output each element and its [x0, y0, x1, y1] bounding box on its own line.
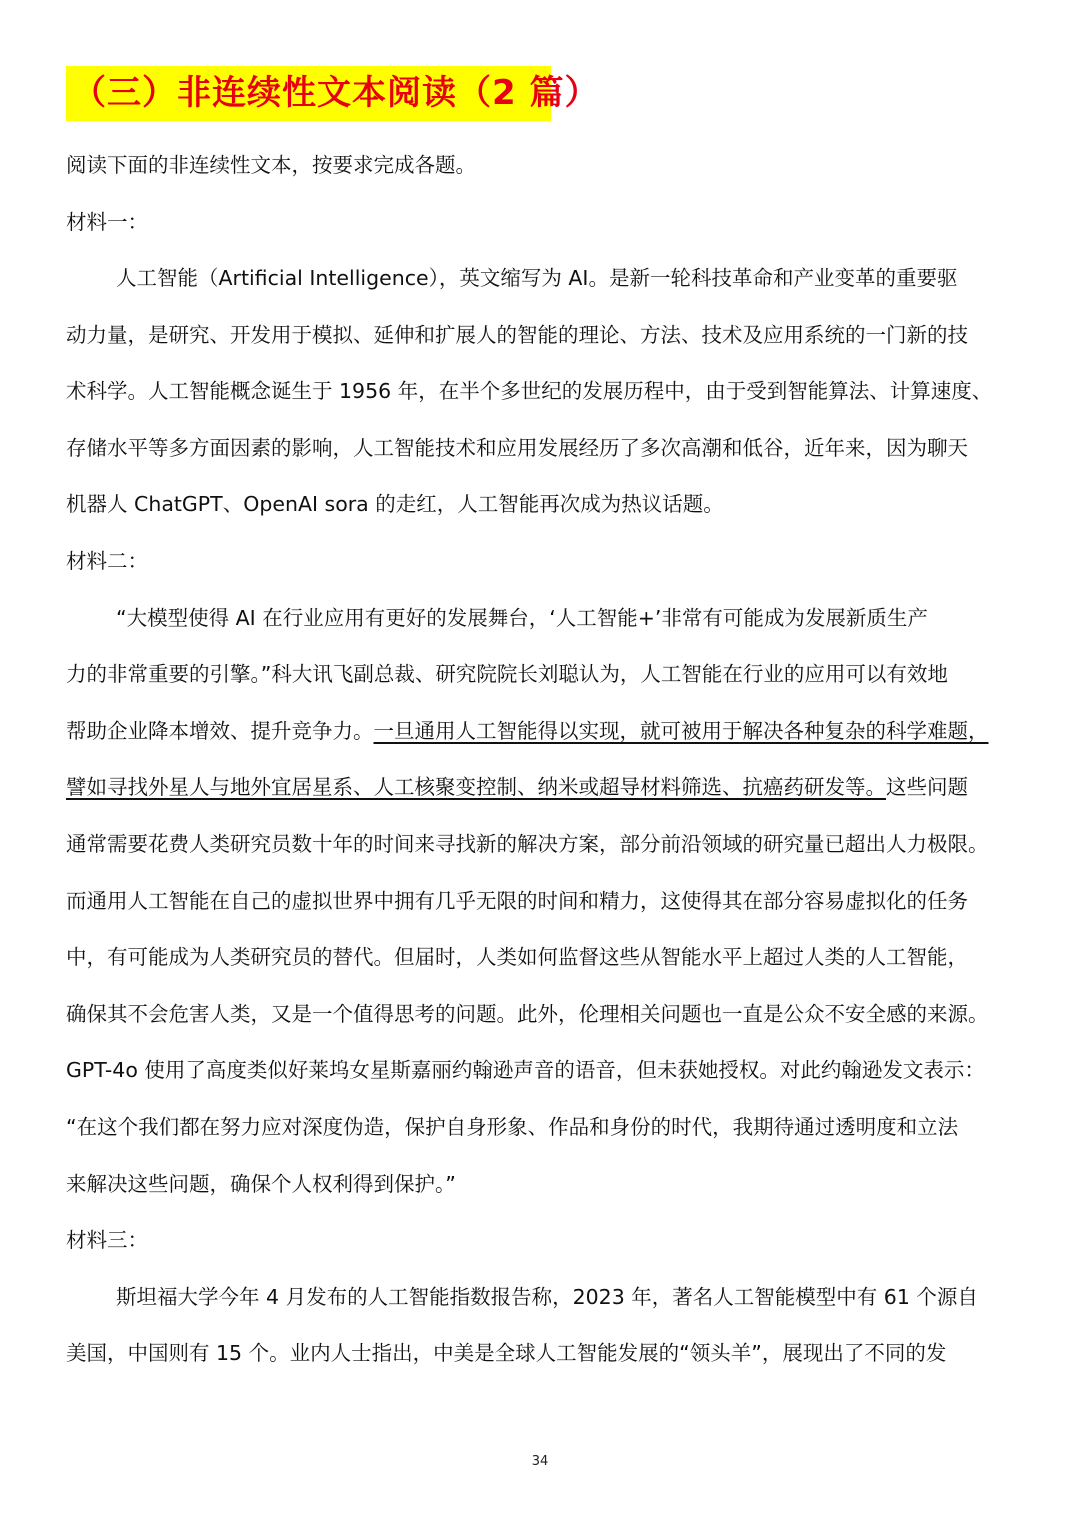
material-one-line: 人工智能（Artificial Intelligence），英文缩写为 AI。是新一轮科技革命和产业变革的重要驱: [116, 266, 958, 290]
material-two-line: 中，有可能成为人类研究员的替代。但届时，人类如何监督这些从智能水平上超过人类的人工智能，: [66, 945, 968, 969]
material-one-line: 动力量，是研究、开发用于模拟、延伸和扩展人的智能的理论、方法、技术及应用系统的一门新的技: [66, 323, 968, 347]
material-two-line: [66, 716, 1026, 746]
material-two-label: 材料二：: [66, 549, 148, 573]
material-two-line: 来解决这些问题，确保个人权利得到保护。”: [66, 1172, 456, 1196]
material-two-line: 通常需要花费人类研究员数十年的时间来寻找新的解决方案，部分前沿领域的研究量已超出人力极限。: [66, 832, 989, 856]
page-number: 34: [531, 1454, 549, 1469]
material-three-line: 美国，中国则有 15 个。业内人士指出，中美是全球人工智能发展的“领头羊”，展现出了不同的发: [66, 1341, 947, 1365]
section-title: （三）非连续性文本阅读（2 篇）: [72, 73, 600, 113]
material-two-line: 力的非常重要的引擎。”科大讯飞副总裁、研究院院长刘聪认为，人工智能在行业的应用可以有效地: [66, 662, 948, 686]
underlined-sentence: 譬如寻找外星人与地外宜居星系、人工核聚变控制、纳米或超导材料筛选、抗癌药研发等。: [66, 775, 886, 799]
material-three-line: 斯坦福大学今年 4 月发布的人工智能指数报告称，2023 年，著名人工智能模型中有 61 个源自: [116, 1285, 978, 1309]
material-two-line: “在这个我们都在努力应对深度伪造，保护自身形象、作品和身份的时代，我期待通过透明度和立法: [66, 1115, 959, 1139]
material-one-line: 机器人 ChatGPT、OpenAI sora 的走红，人工智能再次成为热议话题。: [66, 492, 724, 516]
material-two-line: 确保其不会危害人类，又是一个值得思考的问题。此外，伦理相关问题也一直是公众不安全感的来源。: [66, 1002, 989, 1026]
underlined-sentence: 一旦通用人工智能得以实现，就可被用于解决各种复杂的科学难题，: [373, 719, 989, 743]
material-two-line: 而通用人工智能在自己的虚拟世界中拥有几乎无限的时间和精力，这使得其在部分容易虚拟化的任务: [66, 889, 968, 913]
material-three-label: 材料三：: [66, 1228, 148, 1252]
material-one-label: 材料一：: [66, 210, 148, 234]
material-one-line: 术科学。人工智能概念诞生于 1956 年，在半个多世纪的发展历程中，由于受到智能算法、计算速度、: [66, 379, 993, 403]
intro-instruction: 阅读下面的非连续性文本，按要求完成各题。: [66, 153, 476, 177]
plain-text: 这些问题: [886, 775, 968, 799]
plain-text: 帮助企业降本增效、提升竞争力。: [66, 719, 374, 743]
material-two-line: “大模型使得 AI 在行业应用有更好的发展舞台，‘人工智能+’非常有可能成为发展新质生产: [116, 606, 928, 630]
material-two-line: [66, 772, 1026, 802]
material-two-line: GPT-4o 使用了高度类似好莱坞女星斯嘉丽约翰逊声音的语音，但未获她授权。对此约翰逊发文表示：: [66, 1058, 985, 1082]
material-one-line: 存储水平等多方面因素的影响，人工智能技术和应用发展经历了多次高潮和低谷，近年来，因为聊天: [66, 436, 968, 460]
